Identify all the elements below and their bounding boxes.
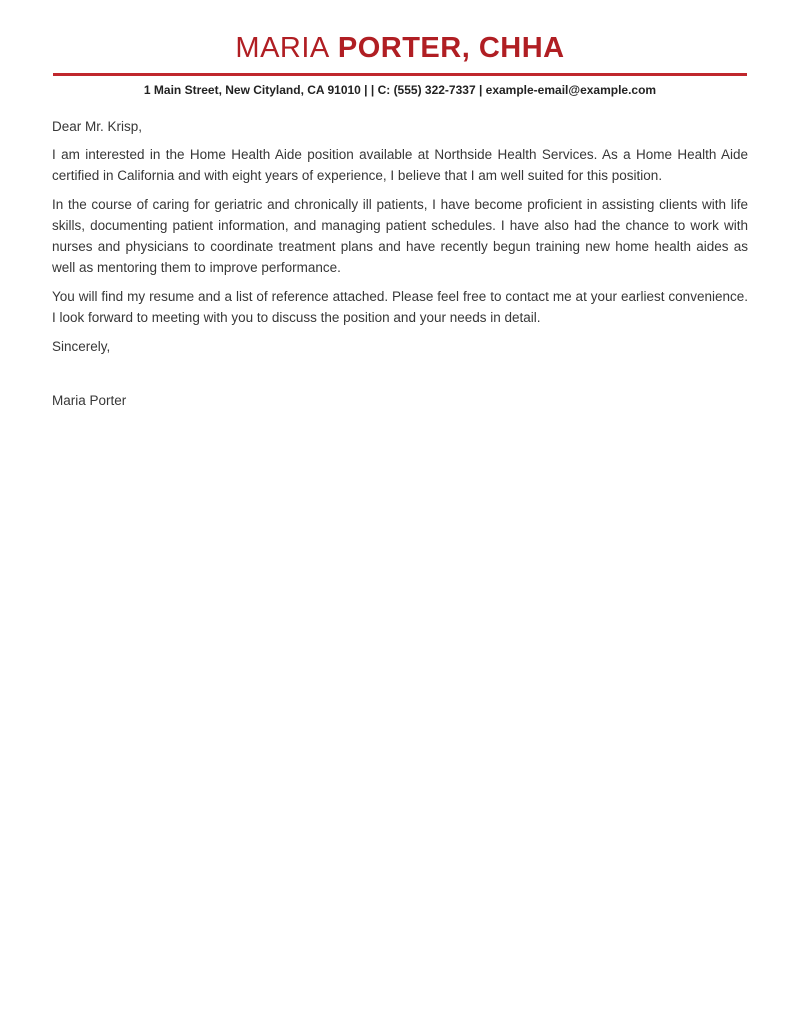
candidate-first-name: MARIA bbox=[235, 32, 330, 64]
paragraph-closing-request: You will find my resume and a list of reference attached. Please feel free to contact me at your earliest convenience. I look forward to meeting with you to discuss the position and your needs in detail. bbox=[52, 289, 748, 325]
closing-valediction: Sincerely, bbox=[52, 339, 111, 354]
contact-info-line: 1 Main Street, New Cityland, CA 91010 | | C: (555) 322-7337 | example-email@example.com bbox=[143, 83, 657, 97]
salutation: Dear Mr. Krisp, bbox=[52, 119, 143, 134]
letter-header bbox=[0, 0, 800, 97]
candidate-last-name-credential: PORTER, CHHA bbox=[337, 32, 565, 64]
paragraph-experience: In the course of caring for geriatric and chronically ill patients, I have become proficient in assisting clients with life skills, documenting patient information, and managing patient schedules. I have also had the chance to work with nurses and physicians to coordinate treatment plans and have recently begun training new home health aides as well as mentoring them to improve performance. bbox=[52, 197, 748, 275]
letter-body bbox=[52, 116, 748, 411]
candidate-name-title bbox=[0, 32, 800, 65]
signature-name: Maria Porter bbox=[52, 393, 127, 408]
header-rule-divider bbox=[53, 73, 747, 76]
paragraph-intro: I am interested in the Home Health Aide position available at Northside Health Services. As a Home Health Aide certified in California and with eight years of experience, I believe that I am well suited for this position. bbox=[52, 147, 748, 183]
